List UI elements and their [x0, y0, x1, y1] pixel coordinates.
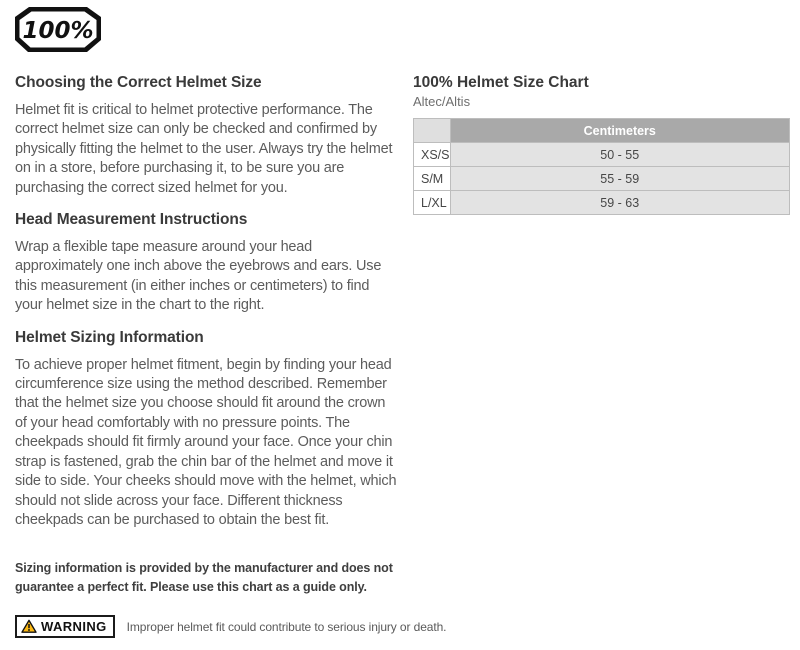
- sizing-disclaimer: Sizing information is provided by the manufacturer and does not guarantee a perfect fit. Please use this chart as a guide only.: [15, 561, 393, 594]
- brand-logo-100-percent: [15, 7, 101, 52]
- section-choosing-size: [15, 74, 397, 198]
- section-body-sizing-information: To achieve proper helmet fitment, begin by finding your head circumference size using the method described. Remember that the helmet size you choose should fit around the crown of your head comfortably with no pressure points. The cheekpads should fit firmly around your face. Once your chin strap is fastened, grab the chin bar of the helmet and move it side to side. Your cheeks should move with the helmet, which should not slide across your face. Different thickness cheekpads can be purchased to obtain the best fit.: [15, 356, 397, 528]
- size-label: S/M: [414, 167, 451, 191]
- size-chart-panel: [413, 74, 790, 215]
- brand-logo-icon: [15, 7, 101, 52]
- warning-triangle-icon: [21, 619, 37, 634]
- size-label: L/XL: [414, 191, 451, 215]
- size-chart-subtitle: Altec/Altis: [413, 94, 471, 109]
- table-row: [414, 167, 790, 191]
- size-value-cm: 55 - 59: [450, 167, 790, 191]
- size-chart-corner-cell: [414, 119, 451, 143]
- section-sizing-information: [15, 329, 397, 531]
- section-body-choosing-size: Helmet fit is critical to helmet protective performance. The correct helmet size can only be checked and confirmed by physically fitting the helmet to the user. Always try the helmet on in a store, before purchasing it, to be sure you are purchasing the correct sized helmet for you.: [15, 102, 393, 196]
- section-heading-sizing-information: Helmet Sizing Information: [15, 328, 204, 346]
- size-label: XS/S: [414, 143, 451, 167]
- size-value-cm: 50 - 55: [450, 143, 790, 167]
- section-heading-choosing-size: Choosing the Correct Helmet Size: [15, 74, 262, 91]
- logo-text: 100%: [22, 18, 94, 44]
- warning-label: WARNING: [41, 619, 107, 634]
- section-body-head-measurement: Wrap a flexible tape measure around your head approximately one inch above the eyebrows and ears. Use this measurement (in either inches or centimeters) to find your helmet size in the chart to the right.: [15, 239, 382, 314]
- sizing-instructions-column: [15, 74, 397, 543]
- size-chart-header-row: [414, 119, 790, 143]
- table-row: [414, 143, 790, 167]
- section-head-measurement: [15, 211, 397, 316]
- size-chart-table: [413, 118, 790, 215]
- size-value-cm: 59 - 63: [450, 191, 790, 215]
- section-heading-head-measurement: Head Measurement Instructions: [15, 211, 248, 229]
- table-row: [414, 191, 790, 215]
- warning-row: [15, 615, 446, 638]
- size-chart-column-header: Centimeters: [450, 119, 790, 143]
- warning-badge: [15, 615, 115, 638]
- size-chart-title: 100% Helmet Size Chart: [413, 74, 589, 91]
- warning-text: Improper helmet fit could contribute to serious injury or death.: [126, 619, 447, 634]
